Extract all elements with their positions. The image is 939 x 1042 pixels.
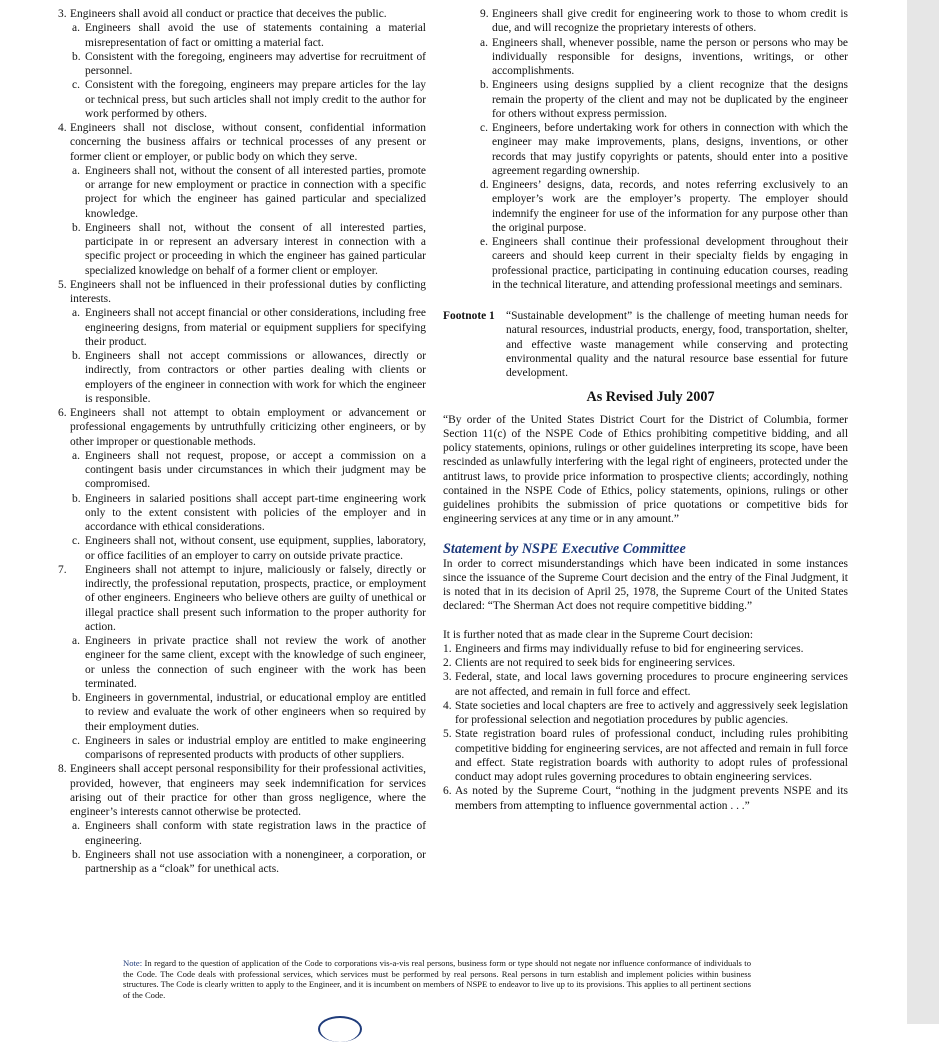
bottom-note bbox=[123, 958, 751, 1001]
section-3a: a. Engineers shall avoid the use of statements containing a material misrepresentation of fact or omitting a material fact. bbox=[72, 22, 426, 49]
footnote-1: Footnote 1 “Sustainable development” is the challenge of meeting human needs for natural resources, industrial products, energy, food, transportation, shelter, and effective waste management while conserving and protecting environmental quality and the natural resource base essential for future development. bbox=[443, 310, 848, 379]
section-5b: b. Engineers shall not accept commissions or allowances, directly or indirectly, from contractors or other parties dealing with clients or employers of the engineer in connection with work for which the engineer is responsible. bbox=[72, 350, 426, 405]
section-6: 6. Engineers shall not attempt to obtain employment or advancement or professional engagements by untruthfully criticizing other engineers, or by other improper or questionable methods. bbox=[58, 407, 426, 448]
section-9: 9. Engineers shall give credit for engineering work to those to whom credit is due, and will recognize the proprietary interests of others. bbox=[480, 8, 848, 35]
note-text: In regard to the question of application of the Code to corporations vis-a-vis real persons, business form or type should not negate nor influence conformance of individuals to the Code. The Code deals with professional services, which services must be performed by real persons. Real persons in turn establish and implement policies within business structures. The Code is clearly written to apply to the Engineer, and it is incumbent on members of NSPE to endeavor to live up to its provisions. This applies to all pertinent sections of the Code. bbox=[123, 958, 751, 1001]
court-order-paragraph: “By order of the United States District Court for the District of Columbia, former Section 11(c) of the NSPE Code of Ethics prohibiting competitive bidding, and all policy statements, opinions, rulings or other guidelines interpreting its scope, have been rescinded as unlawfully interfering with the legal right of engineers, protected under the antitrust laws, to provide price information to prospective clients; accordingly, nothing contained in the NSPE Code of Ethics, policy statements, opinions, rulings or other guidelines prohibits the submission of price quotations or competitive bids for engineering services at any time or in any amount.” bbox=[443, 413, 848, 526]
section-6c: c. Engineers shall not, without consent, use equipment, supplies, laboratory, or office facilities of an employer to carry on outside private practice. bbox=[72, 535, 426, 562]
section-3b: b. Consistent with the foregoing, engineers may advertise for recruitment of personnel. bbox=[72, 50, 426, 77]
section-9e: e. Engineers shall continue their professional development throughout their careers and should keep current in their specialty fields by engaging in professional practice, participating in continuing education courses, reading in the technical literature, and attending professional meetings and seminars. bbox=[480, 236, 848, 291]
right-gutter bbox=[907, 0, 939, 1024]
section-7: 7. Engineers shall not attempt to injure, maliciously or falsely, directly or indirectly, the professional reputation, prospects, practice, or employment of other engineers. Engineers who believe others are guilty of unethical or illegal practice shall present such information to the proper authority for action. bbox=[58, 563, 426, 633]
statement-paragraph: In order to correct misunderstandings which have been indicated in some instances since the issuance of the Supreme Court decision and the entry of the Final Judgment, it is noted that in its decision of April 25, 1978, the Supreme Court of the United States declared: “The Sherman Act does not require competitive bidding.” bbox=[443, 557, 848, 613]
point-4: 4. State societies and local chapters are free to actively and aggressively seek legislation for professional selection and negotiation procedures by public agencies. bbox=[443, 699, 848, 726]
section-3: 3. Engineers shall avoid all conduct or practice that deceives the public. bbox=[58, 8, 387, 20]
point-3: 3. Federal, state, and local laws governing procedures to procure engineering services are not affected, and remain in full force and effect. bbox=[443, 671, 848, 698]
section-9c: c. Engineers, before undertaking work for others in connection with which the engineer may make improvements, plans, designs, inventions, or other records that may justify copyrights or patents, should enter into a positive agreement regarding ownership. bbox=[480, 122, 848, 177]
section-5a: a. Engineers shall not accept financial or other considerations, including free engineering designs, from material or equipment suppliers for specifying their product. bbox=[72, 307, 426, 348]
revised-heading: As Revised July 2007 bbox=[586, 389, 715, 406]
point-1: 1. Engineers and firms may individually refuse to bid for engineering services. bbox=[443, 642, 804, 655]
point-2: 2. Clients are not required to seek bids for engineering services. bbox=[443, 657, 736, 669]
point-5: 5. State registration board rules of professional conduct, including rules prohibiting competitive bidding for engineering services, are not affected and remain in full force and effect. State registration boards with authority to adopt rules of professional conduct may adopt rules governing procedures to obtain engineering services. bbox=[443, 728, 848, 783]
section-7c: c. Engineers in sales or industrial employ are entitled to make engineering comparisons of represented products with products of other suppliers. bbox=[72, 734, 426, 761]
further-noted: It is further noted that as made clear in the Supreme Court decision: bbox=[443, 628, 753, 641]
left-column bbox=[58, 7, 426, 876]
section-8a: a. Engineers shall conform with state registration laws in the practice of engineering. bbox=[72, 820, 426, 847]
point-6: 6. As noted by the Supreme Court, “nothing in the judgment prevents NSPE and its members from attempting to influence governmental action . . .” bbox=[443, 785, 848, 812]
section-8: 8. Engineers shall accept personal responsibility for their professional activities, provided, however, that engineers may seek indemnification for services arising out of their practice for other than gross negligence, where the engineer’s interests cannot otherwise be protected. bbox=[58, 763, 426, 818]
section-4: 4. Engineers shall not disclose, without consent, confidential information concerning the business affairs or technical processes of any present or former client or employer, or public body on which they serve. bbox=[58, 122, 426, 163]
section-5: 5. Engineers shall not be influenced in their professional duties by conflicting interests. bbox=[58, 278, 426, 305]
right-column bbox=[443, 7, 848, 813]
section-7b: b. Engineers in governmental, industrial, or educational employ are entitled to review and evaluate the work of other engineers when so required by their employment duties. bbox=[72, 692, 426, 733]
nspe-logo-fragment bbox=[318, 1016, 362, 1042]
section-3c: c. Consistent with the foregoing, engineers may prepare articles for the lay or technical press, but such articles shall not imply credit to the author for work performed by others. bbox=[72, 79, 426, 120]
section-6a: a. Engineers shall not request, propose, or accept a commission on a contingent basis under circumstances in which their judgment may be compromised. bbox=[72, 449, 426, 491]
section-6b: b. Engineers in salaried positions shall accept part-time engineering work only to the extent consistent with policies of the employer and in accordance with ethical considerations. bbox=[72, 492, 426, 533]
section-9a: a. Engineers shall, whenever possible, name the person or persons who may be individually responsible for designs, inventions, writings, or other accomplishments. bbox=[480, 36, 848, 77]
section-4a: a. Engineers shall not, without the consent of all interested parties, promote or arrange for new employment or practice in connection with a specific project for which the engineer has gained particular and specialized knowledge. bbox=[72, 164, 426, 220]
section-8b: b. Engineers shall not use association with a nonengineer, a corporation, or partnership as a “cloak” for unethical acts. bbox=[72, 848, 426, 875]
statement-title: Statement by NSPE Executive Committee bbox=[443, 540, 686, 557]
section-9d: d. Engineers’ designs, data, records, and notes referring exclusively to an employer’s work are the employer’s property. The employer should indemnify the engineer for use of the information for any purpose other than the original purpose. bbox=[480, 179, 848, 234]
section-4b: b. Engineers shall not, without the consent of all interested parties, participate in or represent an adversary interest in connection with a specific project or proceeding in which the engineer has gained particular specialized knowledge on behalf of a former client or employer. bbox=[72, 221, 426, 277]
section-9b: b. Engineers using designs supplied by a client recognize that the designs remain the property of the client and may not be duplicated by the engineer for others without express permission. bbox=[480, 79, 848, 120]
note-label: Note: bbox=[123, 958, 143, 968]
section-7a: a. Engineers in private practice shall not review the work of another engineer for the same client, except with the knowledge of such engineer, or unless the connection of such engineer with the work has been terminated. bbox=[72, 635, 426, 690]
